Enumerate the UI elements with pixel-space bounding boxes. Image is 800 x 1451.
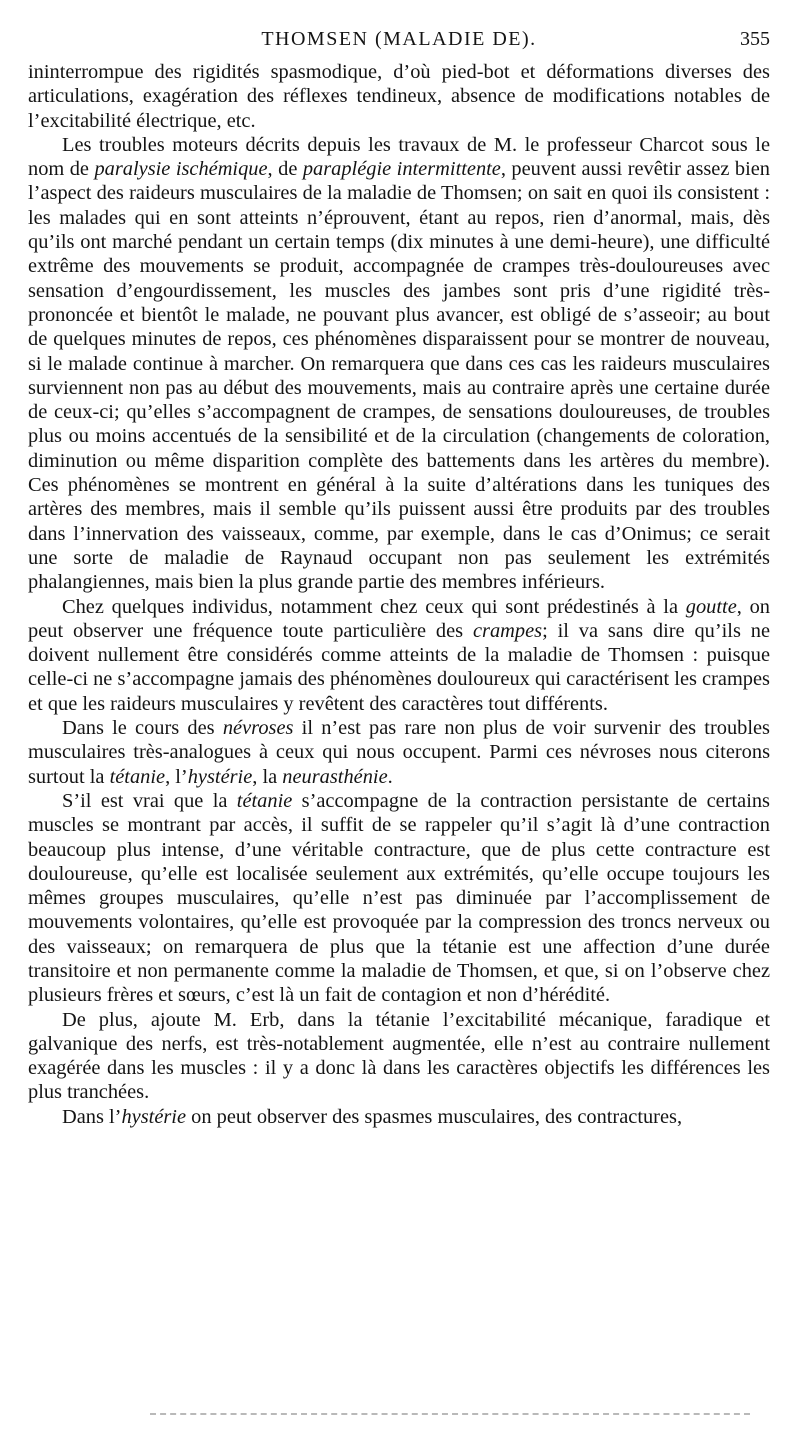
text-run: Dans le cours des bbox=[62, 717, 223, 740]
paragraph-4 bbox=[28, 716, 770, 789]
page-number: 355 bbox=[740, 28, 770, 50]
italic-text-run: paraplégie intermittente bbox=[302, 158, 501, 181]
paragraph-3 bbox=[28, 595, 770, 716]
bottom-dotted-rule bbox=[150, 1413, 750, 1415]
text-run: , peuvent aussi revêtir assez bien l’aspect des raideurs musculaires de la maladie de Thomsen; on sait en quoi ils consistent : les malades qui en sont atteints n’éprouvent, étant au repos, rien d’anormal, mais, dès qu’ils ont marché pendant un certain temps (dix minutes à une demi-heure), une difficulté extrême des mouvements se produit, accompagnée de crampes très-douloureuses avec sensation d’engourdissement, les muscles des jambes sont pris d’une rigidité très-prononcée et bientôt le malade, ne pouvant plus avancer, est obligé de s’asseoir; au bout de quelques minutes de repos, ces phénomènes disparaissent pour se montrer de nouveau, si le malade continue à marcher. On remarquera que dans ces cas les raideurs musculaires surviennent non pas au début des mouvements, mais au contraire après une certaine durée de ceux-ci; qu’elles s’accompagnent de crampes, de sensations douloureuses, de troubles plus ou moins accentués de la sensibilité et de la circulation (changements de coloration, diminution ou même disparition complète des battements dans les artères du membre). Ces phénomènes se montrent en général à la suite d’altérations dans les tuniques des artères des membres, mais il semble qu’ils puissent aussi être produits par des troubles dans l’innervation des vaisseaux, comme, par exemple, dans le cas d’Onimus; ce serait une sorte de maladie de Raynaud occupant non pas seulement les extrémités phalangiennes, mais bien la plus grande partie des membres inférieurs. bbox=[28, 158, 770, 594]
italic-text-run: neurasthénie bbox=[282, 765, 388, 788]
text-run: on peut observer des spasmes musculaires, des contractures, bbox=[186, 1105, 683, 1128]
body-text bbox=[28, 60, 770, 1129]
italic-text-run: paralysie ischémique bbox=[94, 158, 268, 181]
running-title: THOMSEN (MALADIE DE). bbox=[261, 28, 537, 50]
paragraph-1 bbox=[28, 60, 770, 133]
text-run: De plus, ajoute M. Erb, dans la tétanie l’excitabilité mécanique, faradique et galvanique des nerfs, est très-notablement augmentée, elle n’est au contraire nullement exagérée dans les muscles : il y a donc là dans les caractères objectifs les différences les plus tranchées. bbox=[28, 1008, 770, 1104]
document-page bbox=[28, 28, 770, 1129]
italic-text-run: tétanie bbox=[109, 765, 166, 788]
text-run: Dans l’ bbox=[62, 1105, 122, 1128]
text-run: ; il va sans dire qu’ils ne doivent nullement être considérés comme atteints de la maladie de Thomsen : puisque celle-ci ne s’accompagne jamais des phénomènes douloureux qui caractérisent les crampes et que les raideurs musculaires y revêtent des caractères tout différents. bbox=[28, 619, 770, 715]
text-run: Les troubles moteurs décrits depuis les travaux de M. le professeur Charcot sous le nom de bbox=[28, 133, 770, 181]
italic-text-run: goutte bbox=[685, 595, 737, 618]
text-run: ininterrompue des rigidités spasmodique, d’où pied-bot et déformations diverses des articulations, exagération des réflexes tendineux, absence de modifications notables de l’excitabilité électrique, etc. bbox=[28, 61, 770, 132]
text-run: , on peut observer une fréquence toute particulière des bbox=[28, 595, 770, 642]
text-run: , de bbox=[267, 158, 303, 181]
paragraph-5 bbox=[28, 789, 770, 1008]
italic-text-run: hystérie bbox=[121, 1105, 187, 1128]
page-header bbox=[28, 28, 770, 54]
text-run: Chez quelques individus, notamment chez ceux qui sont prédestinés à la bbox=[62, 595, 686, 618]
text-run: , l’ bbox=[165, 765, 188, 788]
italic-text-run: crampes bbox=[472, 619, 543, 642]
paragraph-6 bbox=[28, 1008, 770, 1105]
italic-text-run: hystérie bbox=[187, 765, 253, 788]
text-run: , la bbox=[252, 765, 283, 788]
paragraph-2 bbox=[28, 133, 770, 595]
text-run: . bbox=[387, 765, 393, 788]
italic-text-run: névroses bbox=[222, 717, 294, 740]
text-run: il n’est pas rare non plus de voir survenir des troubles musculaires très-analogues à ceux qui nous occupent. Parmi ces névroses nous citerons surtout la bbox=[28, 717, 770, 788]
text-run: S’il est vrai que la bbox=[62, 789, 237, 812]
paragraph-7 bbox=[28, 1105, 770, 1129]
italic-text-run: tétanie bbox=[236, 789, 293, 812]
text-run: s’accompagne de la contraction persistante de certains muscles se montrant par accès, il suffit de se rappeler qu’il s’agit là d’une contraction beaucoup plus intense, d’une véritable contracture, que de plus cette contracture est douloureuse, qu’elle est localisée seulement aux extrémités, qu’elle occupe toujours les mêmes groupes musculaires, qu’elle n’est pas diminuée par l’accomplissement de mouvements volontaires, qu’elle est provoquée par la compression des troncs nerveux ou des vaisseaux; on remarquera de plus que la tétanie est une affection d’une durée transitoire et non permanente comme la maladie de Thomsen, et que, si on l’observe chez plusieurs frères et sœurs, c’est là un fait de contagion et non d’hérédité. bbox=[28, 789, 770, 1007]
